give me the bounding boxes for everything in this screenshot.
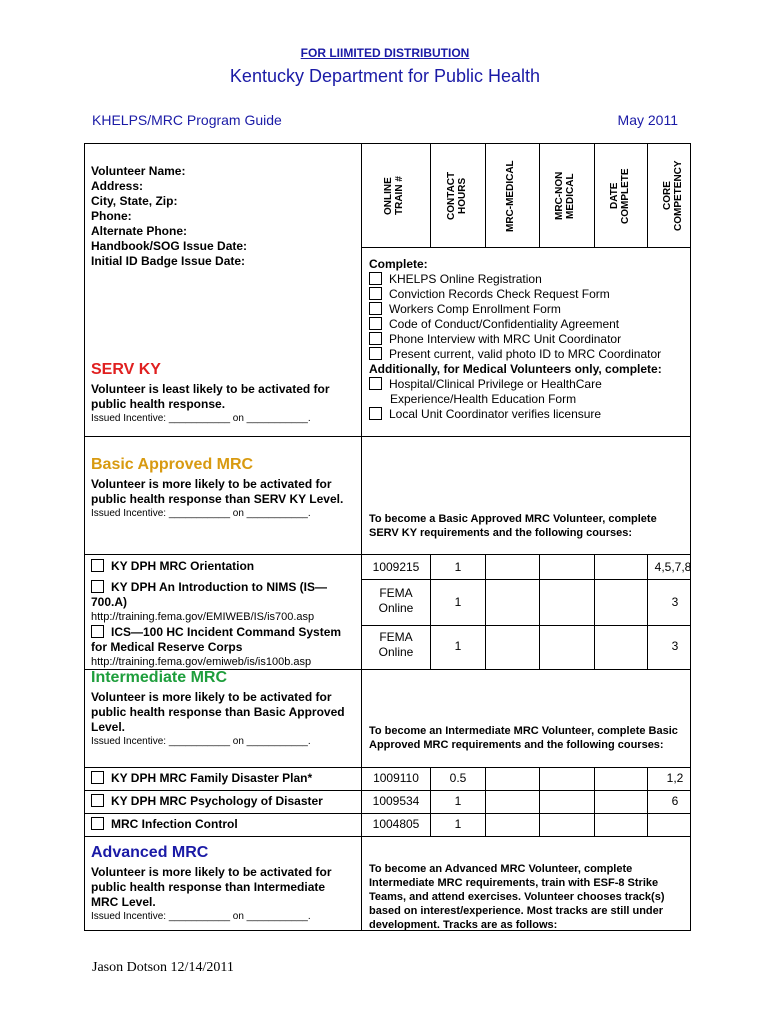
checklist-item: Code of Conduct/Confidentiality Agreement: [369, 317, 687, 332]
checklist-item: Present current, valid photo ID to MRC Coordinator: [369, 347, 687, 362]
checklist-item: Hospital/Clinical Privilege or HealthCare Experience/Health Education Form: [369, 377, 687, 407]
serv-ky-checklist: [369, 257, 687, 422]
course-row: ICS—100 HC Incident Command System for Medical Reserve Corps: [91, 625, 342, 654]
hours-cell: 1: [454, 639, 462, 653]
core-cell: 3: [671, 639, 679, 653]
mrc-non-medical-header: MRC-NON MEDICAL: [554, 171, 576, 221]
checkbox[interactable]: [369, 317, 382, 330]
checklist-item: Conviction Records Check Request Form: [369, 287, 687, 302]
serv-ky-title: SERV KY: [91, 361, 161, 378]
checklist-item: Workers Comp Enrollment Form: [369, 302, 687, 317]
train-number-cell: 1009534: [372, 794, 420, 808]
checkbox[interactable]: [369, 272, 382, 285]
course-row: KY DPH MRC Psychology of Disaster: [91, 794, 359, 809]
advanced-section: [91, 844, 353, 922]
hours-cell: 1: [454, 794, 462, 808]
checkbox[interactable]: [91, 817, 104, 830]
serv-ky-description: Volunteer is least likely to be activated for public health response.: [91, 382, 330, 411]
core-competency-header: CORE COMPETENCY: [662, 160, 684, 232]
serv-ky-incentive: Issued Incentive: ___________ on ___________.: [91, 413, 311, 424]
checkbox[interactable]: [369, 377, 382, 390]
basic-course-list: [91, 559, 355, 670]
contact-hours-header: CONTACT HOURS: [446, 171, 468, 221]
mrc-medical-header: MRC-MEDICAL: [505, 160, 516, 232]
hours-cell: 1: [454, 817, 462, 831]
intermediate-section: [91, 669, 353, 747]
core-cell: 1,2: [666, 771, 684, 785]
hours-cell: 1: [454, 595, 462, 609]
date-complete-header: DATE COMPLETE: [609, 168, 631, 224]
guide-title: KHELPS/MRC Program Guide: [92, 112, 282, 128]
train-number-cell: 1004805: [372, 817, 420, 831]
course-link[interactable]: http://training.fema.gov/emiweb/is/is100b.asp: [91, 656, 312, 668]
advanced-requirement: To become an Advanced MRC Volunteer, complete Intermediate MRC requirements, train with ESF-8 Strike Teams, and attend exercises. Volunteer chooses track(s) based on interest/experience. Most tracks are still under development. Tracks are as follows:: [369, 863, 665, 931]
basic-incentive: Issued Incentive: ___________ on ___________.: [91, 508, 311, 519]
phone-label: Phone:: [91, 209, 132, 223]
intermediate-incentive: Issued Incentive: ___________ on ___________.: [91, 736, 311, 747]
complete-heading: Complete:: [369, 257, 428, 271]
checklist-item: Phone Interview with MRC Unit Coordinator: [369, 332, 687, 347]
checkbox[interactable]: [369, 347, 382, 360]
city-state-zip-label: City, State, Zip:: [91, 194, 178, 208]
hours-cell: 0.5: [449, 771, 467, 785]
department-title: Kentucky Department for Public Health: [229, 66, 541, 86]
checkbox[interactable]: [369, 287, 382, 300]
volunteer-name-label: Volunteer Name:: [91, 164, 186, 178]
train-number-cell: 1009215: [372, 560, 420, 574]
course-link[interactable]: http://training.fema.gov/EMIWEB/IS/is700.asp: [91, 611, 315, 623]
basic-description: Volunteer is more likely to be activated for public health response than SERV KY Level.: [91, 477, 344, 506]
checkbox[interactable]: [91, 794, 104, 807]
intermediate-description: Volunteer is more likely to be activated for public health response than Basic Approved Level.: [91, 690, 345, 734]
basic-requirement: To become a Basic Approved MRC Volunteer, complete SERV KY requirements and the following courses:: [369, 513, 657, 539]
core-cell: 4,5,7,8: [654, 560, 692, 574]
advanced-incentive: Issued Incentive: ___________ on ___________.: [91, 911, 311, 922]
core-cell: 3: [671, 595, 679, 609]
core-cell: 6: [671, 794, 679, 808]
online-train-header: ONLINE TRAIN #: [383, 176, 405, 216]
address-label: Address:: [91, 179, 144, 193]
checkbox[interactable]: [369, 302, 382, 315]
checklist-item: KHELPS Online Registration: [369, 272, 687, 287]
checkbox[interactable]: [91, 625, 104, 638]
advanced-title: Advanced MRC: [91, 844, 209, 861]
train-number-cell: FEMA Online: [378, 586, 414, 615]
course-row: KY DPH MRC Family Disaster Plan*: [91, 771, 359, 786]
hours-cell: 1: [454, 560, 462, 574]
checkbox[interactable]: [369, 407, 382, 420]
volunteer-info-block: [91, 164, 351, 269]
alternate-phone-label: Alternate Phone:: [91, 224, 188, 238]
train-number-cell: 1009110: [373, 771, 419, 785]
medical-heading: Additionally, for Medical Volunteers only, complete:: [369, 362, 662, 376]
distribution-notice: FOR LIIMITED DISTRIBUTION: [300, 46, 470, 60]
checklist-item: Local Unit Coordinator verifies licensure: [369, 407, 687, 422]
footer-signature: Jason Dotson 12/14/2011: [92, 960, 234, 975]
id-badge-issue-date-label: Initial ID Badge Issue Date:: [91, 254, 246, 268]
handbook-issue-date-label: Handbook/SOG Issue Date:: [91, 239, 248, 253]
course-row: KY DPH MRC Orientation: [91, 559, 355, 574]
basic-title: Basic Approved MRC: [91, 456, 254, 473]
intermediate-requirement: To become an Intermediate MRC Volunteer, complete Basic Approved MRC requirements and the following courses:: [369, 725, 678, 751]
advanced-description: Volunteer is more likely to be activated for public health response than Intermediate MRC Level.: [91, 865, 332, 909]
basic-section: [91, 456, 353, 519]
guide-date: May 2011: [617, 112, 678, 128]
train-number-cell: FEMA Online: [378, 630, 414, 659]
checkbox[interactable]: [91, 580, 104, 593]
course-row: KY DPH An Introduction to NIMS (IS—700.A): [91, 580, 327, 609]
course-row: MRC Infection Control: [91, 817, 359, 832]
checkbox[interactable]: [91, 771, 104, 784]
checkbox[interactable]: [369, 332, 382, 345]
intermediate-title: Intermediate MRC: [91, 669, 228, 686]
serv-ky-section: [91, 361, 353, 424]
checkbox[interactable]: [91, 559, 104, 572]
